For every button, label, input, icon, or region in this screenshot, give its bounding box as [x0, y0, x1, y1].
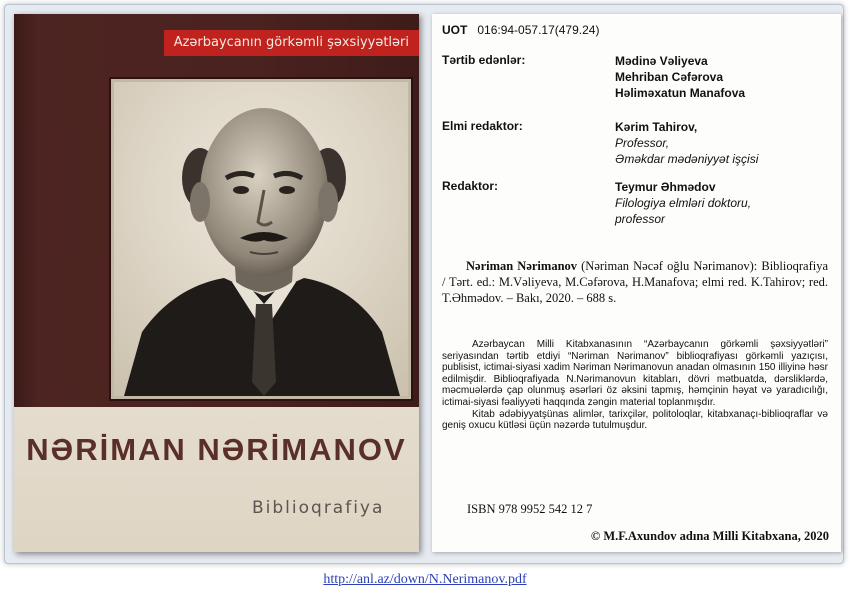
scientific-editor	[615, 119, 758, 167]
compiler-name: Həliməxatun Manafova	[615, 86, 746, 100]
book-title: NƏRİMAN NƏRİMANOV	[26, 432, 407, 467]
portrait-image	[114, 82, 408, 396]
bibliographic-record	[442, 258, 828, 306]
compilers-label: Tərtib edənlər:	[442, 53, 526, 67]
scientific-editor-name: Kərim Tahirov,	[615, 120, 698, 134]
record-author: Nəriman Nərimanov	[466, 259, 578, 273]
editor-title: Filologiya elmləri doktoru,	[615, 196, 752, 210]
annotation-paragraph: Kitab ədəbiyyatşünas alimlər, tarixçilər, politoloqlar, kitabxanaçı-biblioqraflar və geniş oxucu kütləsi üçün nəzərdə tutulmuşdur.	[442, 408, 828, 432]
isbn: ISBN 978 9952 542 12 7	[467, 502, 593, 516]
udc-label: UOT	[442, 23, 468, 37]
source-link[interactable]: http://anl.az/down/N.Nerimanov.pdf	[323, 572, 527, 587]
annotation	[442, 339, 828, 432]
annotation-paragraph: Azərbaycan Milli Kitabxanasının “Azərbaycanın görkəmli şəxsiyyətləri” seriyasından tərtib etdiyi “Nəriman Nərimanov” biblioqrafiyası görkəmli yazıçısı, publisist, ictimai-siyasi xadim Nəriman Nərimanovun anadan olmasının 150 illiyinə həsr edilmişdir. Biblioqrafiyada N.Nərimanovun kitabları, dövri mətbuatda, dərsliklərdə, məcmuələrdə çap olunmuş əsərləri öz əksini tapmış, həmçinin həyat və yaradıcılığı, ictimai-siyasi fəaliyyəti haqqında zəngin material toplanmışdır.	[442, 339, 828, 408]
title-verso-page	[432, 14, 841, 552]
editor-name: Teymur Əhmədov	[615, 180, 716, 194]
editor-title: professor	[615, 212, 666, 226]
copyright: © M.F.Axundov adına Milli Kitabxana, 2020	[590, 529, 829, 543]
udc-line	[442, 23, 599, 37]
book-cover	[14, 14, 419, 552]
scientific-editor-title: Professor,	[615, 136, 670, 150]
compiler-name: Mədinə Vəliyeva	[615, 54, 708, 68]
scientific-editor-title: Əməkdar mədəniyyət işçisi	[615, 152, 759, 166]
scientific-editor-label: Elmi redaktor:	[442, 119, 523, 133]
editor-label: Redaktor:	[442, 179, 499, 193]
author-portrait	[111, 79, 411, 399]
book-subtitle: Biblioqrafiya	[252, 498, 385, 518]
title-band	[14, 407, 419, 552]
editor	[615, 179, 751, 227]
compiler-name: Mehriban Cəfərova	[615, 70, 724, 84]
series-banner: Azərbaycanın görkəmli şəxsiyyətləri	[164, 30, 419, 56]
record-details: (Nəriman Nəcəf oğlu Nərimanov): Biblioqrafiya / Tərt. ed.: M.Vəliyeva, M.Cəfərova, H.Manafova; elmi red. K.Tahirov; red. T.Əhmədov. – Bakı, 2020. – 688 s.	[442, 259, 829, 305]
udc-value: 016:94-057.17(479.24)	[477, 23, 600, 37]
compilers-names	[615, 53, 745, 101]
